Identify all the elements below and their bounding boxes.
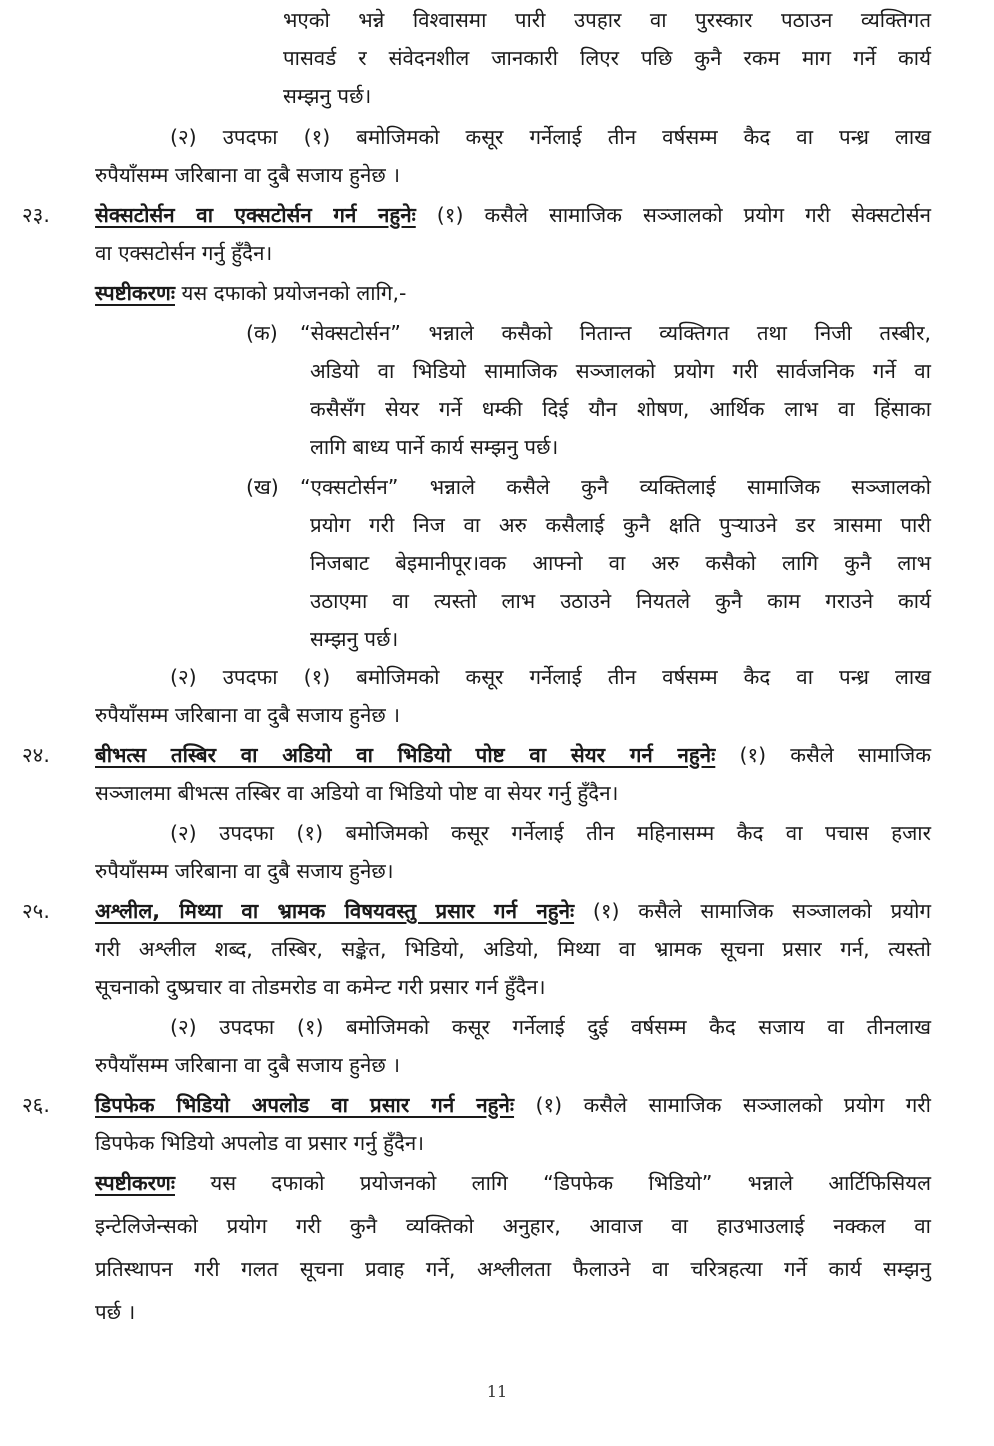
- text-line: लागि बाध्य पार्ने कार्य सम्झनु पर्छ।: [310, 435, 559, 459]
- text-line: उठाएमा वा त्यस्तो लाभ उठाउने नियतले कुनै काम गराउने कार्य: [310, 589, 931, 613]
- text-line: रुपैयाँसम्म जरिबाना वा दुबै सजाय हुनेछ ।: [95, 163, 401, 187]
- text-line: प्रयोग गरी निज वा अरु कसैलाई कुनै क्षति पुर्‍याउने डर त्रासमा पारी: [310, 513, 931, 537]
- section-26-heading-line: डिपफेक भिडियो अपलोड वा प्रसार गर्न नहुनेः (१) कसैले सामाजिक सञ्जालको प्रयोग गरी: [95, 1093, 931, 1117]
- section-number: २५.: [22, 899, 50, 923]
- explanation-label: स्पष्टीकरणः: [95, 281, 175, 305]
- subsection-2: (२) उपदफा (१) बमोजिमको कसूर गर्नेलाई दुई वर्षसम्म कैद सजाय वा तीनलाख: [170, 1015, 931, 1039]
- text-line: पर्छ ।: [95, 1300, 136, 1324]
- section-24-heading-line: बीभत्स तस्बिर वा अडियो वा भिडियो पोष्ट वा सेयर गर्न नहुनेः (१) कसैले सामाजिक: [95, 743, 931, 767]
- text-line: वा एक्सटोर्सन गर्नु हुँदैन।: [95, 241, 273, 265]
- subsection-2: (२) उपदफा (१) बमोजिमको कसूर गर्नेलाई तीन वर्षसम्म कैद वा पन्ध्र लाख: [170, 125, 931, 149]
- subsection-2: (२) उपदफा (१) बमोजिमको कसूर गर्नेलाई तीन महिनासम्म कैद वा पचास हजार: [170, 821, 931, 845]
- text-line: रुपैयाँसम्म जरिबाना वा दुबै सजाय हुनेछ ।: [95, 703, 401, 727]
- page-number: 11: [486, 1382, 508, 1401]
- text-line: रुपैयाँसम्म जरिबाना वा दुबै सजाय हुनेछ।: [95, 859, 394, 883]
- section-title: अश्लील, मिथ्या वा भ्रामक विषयवस्तु प्रसार गर्न नहुनेः: [95, 899, 575, 923]
- clause-label: (ख): [246, 475, 279, 499]
- text-line: डिपफेक भिडियो अपलोड वा प्रसार गर्नु हुँदैन।: [95, 1131, 425, 1155]
- text-line: निजबाट बेइमानीपूर।वक आफ्नो वा अरु कसैको लागि कुनै लाभ: [310, 551, 931, 575]
- text-line: “सेक्सटोर्सन” भन्नाले कसैको नितान्त व्यक्तिगत तथा निजी तस्बीर,: [300, 321, 931, 345]
- section-title: सेक्सटोर्सन वा एक्सटोर्सन गर्न नहुनेः: [95, 203, 416, 227]
- clause-label: (क): [246, 321, 278, 345]
- section-title: डिपफेक भिडियो अपलोड वा प्रसार गर्न नहुनेः: [95, 1093, 515, 1117]
- text-line: भएको भन्ने विश्वासमा पारी उपहार वा पुरस्कार पठाउन व्यक्तिगत: [283, 8, 931, 32]
- explanation-line: स्पष्टीकरणः यस दफाको प्रयोजनको लागि,-: [95, 281, 407, 305]
- explanation-line: स्पष्टीकरणः यस दफाको प्रयोजनको लागि “डिपफेक भिडियो” भन्नाले आर्टिफिसियल: [95, 1171, 931, 1195]
- text-line: सञ्जालमा बीभत्स तस्बिर वा अडियो वा भिडियो पोष्ट वा सेयर गर्नु हुँदैन।: [95, 781, 619, 805]
- text-line: सम्झनु पर्छ।: [310, 627, 399, 651]
- section-number: २३.: [22, 203, 50, 227]
- section-23-heading-line: सेक्सटोर्सन वा एक्सटोर्सन गर्न नहुनेः (१) कसैले सामाजिक सञ्जालको प्रयोग गरी सेक्सटोर्सन: [95, 203, 931, 227]
- section-25-heading-line: अश्लील, मिथ्या वा भ्रामक विषयवस्तु प्रसार गर्न नहुनेः (१) कसैले सामाजिक सञ्जालको प्रयोग: [95, 899, 931, 923]
- explanation-label: स्पष्टीकरणः: [95, 1171, 175, 1195]
- section-number: २६.: [22, 1093, 50, 1117]
- text-line: सम्झनु पर्छ।: [283, 84, 372, 108]
- text-line: कसैसँग सेयर गर्ने धम्की दिई यौन शोषण, आर्थिक लाभ वा हिंसाका: [310, 397, 931, 421]
- subsection-2: (२) उपदफा (१) बमोजिमको कसूर गर्नेलाई तीन वर्षसम्म कैद वा पन्ध्र लाख: [170, 665, 931, 689]
- text-line: पासवर्ड र संवेदनशील जानकारी लिएर पछि कुनै रकम माग गर्ने कार्य: [283, 46, 931, 70]
- text-line: इन्टेलिजेन्सको प्रयोग गरी कुनै व्यक्तिको अनुहार, आवाज वा हाउभाउलाई नक्कल वा: [95, 1214, 931, 1238]
- text-line: सूचनाको दुष्प्रचार वा तोडमरोड वा कमेन्ट गरी प्रसार गर्न हुँदैन।: [95, 975, 546, 999]
- section-number: २४.: [22, 743, 50, 767]
- text-line: “एक्सटोर्सन” भन्नाले कसैले कुनै व्यक्तिलाई सामाजिक सञ्जालको: [300, 475, 931, 499]
- text-line: प्रतिस्थापन गरी गलत सूचना प्रवाह गर्ने, अश्लीलता फैलाउने वा चरित्रहत्या गर्ने कार्य सम्झनु: [95, 1257, 931, 1281]
- text-line: गरी अश्लील शब्द, तस्बिर, सङ्केत, भिडियो, अडियो, मिथ्या वा भ्रामक सूचना प्रसार गर्न, त्यस्तो: [95, 937, 931, 961]
- text-line: अडियो वा भिडियो सामाजिक सञ्जालको प्रयोग गरी सार्वजनिक गर्ने वा: [310, 359, 931, 383]
- text-line: रुपैयाँसम्म जरिबाना वा दुबै सजाय हुनेछ ।: [95, 1053, 401, 1077]
- section-title: बीभत्स तस्बिर वा अडियो वा भिडियो पोष्ट वा सेयर गर्न नहुनेः: [95, 743, 716, 767]
